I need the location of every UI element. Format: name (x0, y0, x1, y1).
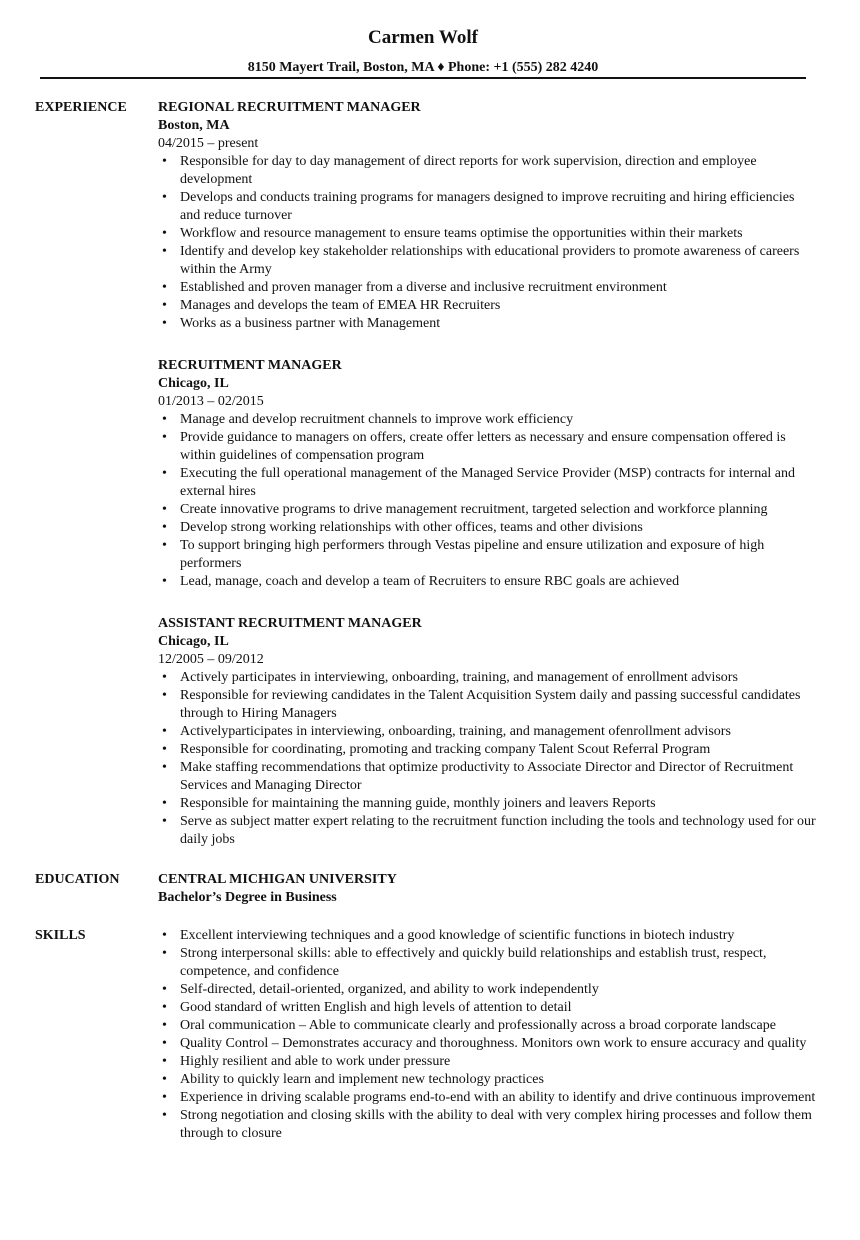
job-bullet: • Provide guidance to managers on offers, create offer letters as necessary and ensure compensation offered is within guidelines of compensation program (158, 429, 818, 465)
school-name: CENTRAL MICHIGAN UNIVERSITY (158, 872, 397, 887)
skills-body (158, 927, 818, 1143)
experience-body (158, 99, 818, 849)
job-bullet-list (158, 411, 818, 591)
skill-item: • Experience in driving scalable programs end-to-end with an ability to identify and drive continuous improvement (158, 1089, 818, 1107)
job-title: REGIONAL RECRUITMENT MANAGER (158, 100, 421, 115)
job-bullet: • Serve as subject matter expert relating to the recruitment function including the tools and technology used for our daily jobs (158, 813, 818, 849)
job-location: Chicago, IL (158, 634, 229, 649)
education-body (158, 871, 818, 907)
job-bullet: • Make staffing recommendations that optimize productivity to Associate Director and Director of Recruitment Services and Managing Director (158, 759, 818, 795)
header-divider (40, 77, 806, 79)
degree-name: Bachelor’s Degree in Business (158, 890, 337, 905)
job-bullet: • Responsible for day to day management of direct reports for work supervision, direction and employee development (158, 153, 818, 189)
job-title: RECRUITMENT MANAGER (158, 358, 342, 373)
job-bullet-list (158, 153, 818, 333)
job-bullet: • Develop strong working relationships with other offices, teams and other divisions (158, 519, 818, 537)
experience-heading: EXPERIENCE (35, 100, 127, 115)
job-bullet: • Develops and conducts training programs for managers designed to improve recruiting and hiring efficiencies and reduce turnover (158, 189, 818, 225)
job-bullet-list (158, 669, 818, 849)
skill-item: • Excellent interviewing techniques and a good knowledge of scientific functions in biotech industry (158, 927, 818, 945)
job-dates: 01/2013 – 02/2015 (158, 394, 264, 409)
skills-heading: SKILLS (35, 928, 86, 943)
education-heading: EDUCATION (35, 872, 120, 887)
job-bullet: • Create innovative programs to drive management recruitment, targeted selection and workforce planning (158, 501, 818, 519)
job-bullet: • Works as a business partner with Management (158, 315, 818, 333)
skill-item: • Highly resilient and able to work under pressure (158, 1053, 818, 1071)
job-bullet: • Responsible for coordinating, promoting and tracking company Talent Scout Referral Program (158, 741, 818, 759)
job-bullet: • Lead, manage, coach and develop a team of Recruiters to ensure RBC goals are achieved (158, 573, 818, 591)
job-bullet: • Established and proven manager from a diverse and inclusive recruitment environment (158, 279, 818, 297)
skill-item: • Oral communication – Able to communicate clearly and professionally across a broad corporate landscape (158, 1017, 818, 1035)
skill-item: • Quality Control – Demonstrates accuracy and thoroughness. Monitors own work to ensure accuracy and quality (158, 1035, 818, 1053)
job-title: ASSISTANT RECRUITMENT MANAGER (158, 616, 422, 631)
contact-line: 8150 Mayert Trail, Boston, MA ♦ Phone: +1 (555) 282 4240 (247, 60, 599, 75)
job-bullet: • Manage and develop recruitment channels to improve work efficiency (158, 411, 818, 429)
skill-item: • Self-directed, detail-oriented, organized, and ability to work independently (158, 981, 818, 999)
skill-item: • Strong negotiation and closing skills with the ability to deal with very complex hiring processes and follow them through to closure (158, 1107, 818, 1143)
skill-item: • Good standard of written English and high levels of attention to detail (158, 999, 818, 1017)
candidate-name: Carmen Wolf (368, 27, 478, 48)
job-bullet: • Responsible for reviewing candidates in the Talent Acquisition System daily and passing successful candidates through to Hiring Managers (158, 687, 818, 723)
job-entry (158, 615, 818, 849)
job-bullet: • Executing the full operational management of the Managed Service Provider (MSP) contracts for internal and external hires (158, 465, 818, 501)
skills-list (158, 927, 818, 1143)
job-location: Chicago, IL (158, 376, 229, 391)
job-dates: 12/2005 – 09/2012 (158, 652, 264, 667)
job-entry (158, 99, 818, 333)
job-bullet: • Responsible for maintaining the manning guide, monthly joiners and leavers Reports (158, 795, 818, 813)
job-bullet: • Actively participates in interviewing, onboarding, training, and management of enrollment advisors (158, 669, 818, 687)
skill-item: • Strong interpersonal skills: able to effectively and quickly build relationships and establish trust, respect, competence, and confidence (158, 945, 818, 981)
job-bullet: • Workflow and resource management to ensure teams optimise the opportunities within their markets (158, 225, 818, 243)
job-bullet: • Activelyparticipates in interviewing, onboarding, training, and management ofenrollment advisors (158, 723, 818, 741)
job-bullet: • To support bringing high performers through Vestas pipeline and ensure utilization and exposure of high performers (158, 537, 818, 573)
skill-item: • Ability to quickly learn and implement new technology practices (158, 1071, 818, 1089)
job-location: Boston, MA (158, 118, 230, 133)
job-bullet: • Manages and develops the team of EMEA HR Recruiters (158, 297, 818, 315)
job-bullet: • Identify and develop key stakeholder relationships with educational providers to promote awareness of careers within the Army (158, 243, 818, 279)
job-entry (158, 357, 818, 591)
job-dates: 04/2015 – present (158, 136, 259, 151)
